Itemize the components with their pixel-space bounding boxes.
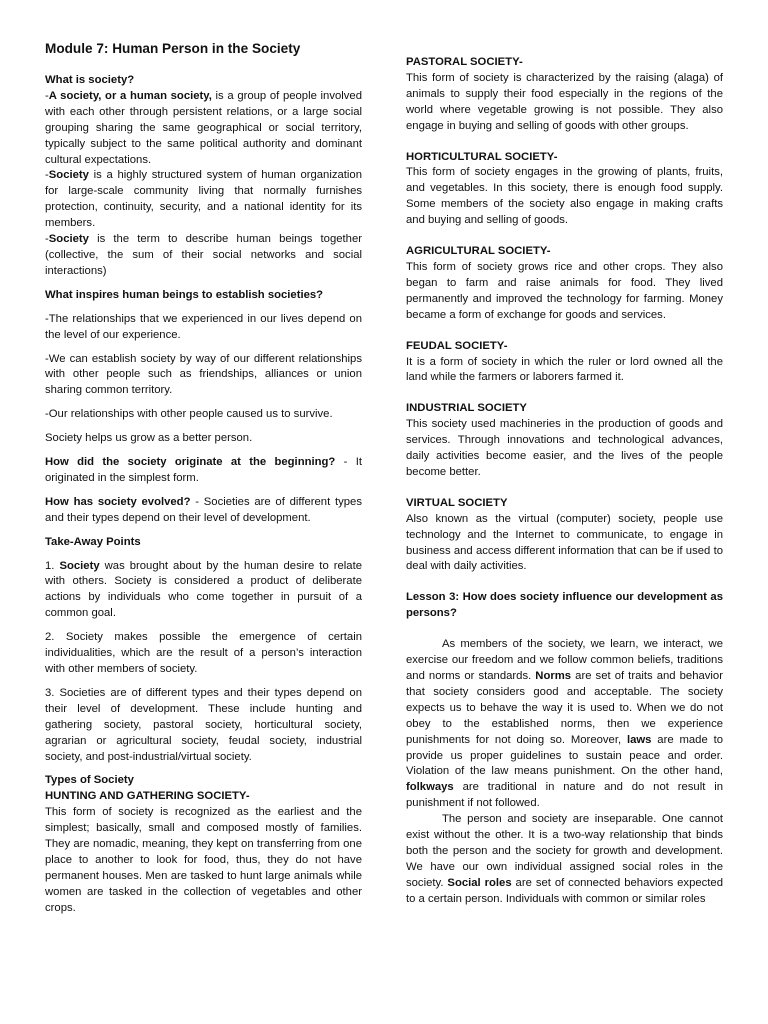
lesson-paragraph-1: As members of the society, we learn, we interact, we exercise our freedom and we follow common beliefs, traditions and norms or standards. Norms are set of traits and behavior that society considers good and acceptable. The society expects us to behave the way it is used to. When we do not obey to the established norms, then we experience punishments for not doing so. Moreover, laws are made to provide us proper guidelines to sustain peace and order. Violation of the law means punishment. On the other hand, folkways are traditional in nature and do not result in punishment if not followed. (406, 638, 723, 810)
question-evolved: How has society evolved? - Societies are of different types and their types depend on their level of development. (45, 495, 362, 524)
types-heading: Types of Society (45, 774, 134, 787)
agricultural-heading: AGRICULTURAL SOCIETY- (406, 245, 551, 258)
answer-3: -Our relationships with other people caused us to survive. (45, 408, 333, 421)
hunting-heading: HUNTING AND GATHERING SOCIETY- (45, 790, 250, 803)
horticultural-text: This form of society engages in the growing of plants, fruits, and vegetables. In this society, there is enough food supply. Some members of the society also engage in making crafts and buying and selling of goods. (406, 166, 723, 227)
takeaway-point-3: 3. Societies are of different types and their types depend on their level of development. These include hunting and gathering society, pastoral society, horticultural society, agrarian or agricultural society, feudal society, industrial society, and post-industrial/virtual society. (45, 686, 362, 763)
takeaway-heading: Take-Away Points (45, 535, 141, 548)
definition-3: -Society is the term to describe human beings together (collective, the sum of their social networks and social interactions) (45, 233, 362, 277)
answer-4: Society helps us grow as a better person. (45, 432, 253, 445)
question-what-is-society: What is society? (45, 74, 135, 86)
agricultural-text: This form of society grows rice and other crops. They also began to farm and raise animals for food. They lived permanently and improved the technology for farming. Money became a form of exchange for goods and services. (406, 260, 723, 321)
hunting-text: This form of society is recognized as the earliest and the simplest; basically, small and composed mostly of families. They are nomadic, meaning, they kept on transferring from one place to another to look for food, thus, they do not have permanent houses. Men are tasked to hunt large animals while women are tasked in the collection of vegetables and other crops. (45, 806, 362, 914)
virtual-text: Also known as the virtual (computer) society, people use technology and the Internet to communicate, to engage in business and access different information that can be if used to deal with daily activities. (406, 512, 723, 573)
virtual-heading: VIRTUAL SOCIETY (406, 496, 508, 509)
feudal-text: It is a form of society in which the ruler or lord owned all the land while the farmers or laborers farmed it. (406, 355, 723, 384)
answer-1: -The relationships that we experienced in our lives depend on the level of our experience. (45, 312, 362, 341)
industrial-text: This society used machineries in the production of goods and services. Through innovations and technological advances, daily activities become easier, and the lives of the people become better. (406, 418, 723, 478)
industrial-heading: INDUSTRIAL SOCIETY (406, 402, 527, 415)
lesson-paragraph-2: The person and society are inseparable. One cannot exist without the other. It is a two-way relationship that binds both the person and the society for growth and development. We have our own individual assigned social roles in the society. Social roles are set of connected behaviors expected to a certain person. Individuals with common or similar roles (406, 813, 723, 905)
definition-2: -Society is a highly structured system of human organization for large-scale community living that normally furnishes protection, continuity, security, and a national identity for its members. (45, 169, 362, 230)
answer-2: -We can establish society by way of our different relationships with other people such as friendships, alliances or union sharing common territory. (45, 352, 362, 397)
pastoral-heading: PASTORAL SOCIETY- (406, 56, 523, 68)
takeaway-point-1: 1. Society was brought about by the human desire to relate with others. Society is considered a product of deliberate actions by individuals who come together in pursuit of a common goal. (45, 559, 362, 620)
right-column (406, 55, 723, 908)
left-column (45, 40, 362, 917)
definition-1: -A society, or a human society, is a group of people involved with each other through persistent relations, or a large social grouping sharing the same geographical or social territory, typically subject to the same political authority and dominant cultural expectations. (45, 89, 362, 166)
takeaway-point-2: 2. Society makes possible the emergence of certain individualities, which are the result of a person’s interaction with other members of society. (45, 631, 362, 675)
pastoral-text: This form of society is characterized by the raising (alaga) of animals to supply their food especially in the regions of the world where vegetable growing is not possible. They also engage in buying and selling of goods with other groups. (406, 71, 723, 132)
feudal-heading: FEUDAL SOCIETY- (406, 339, 508, 352)
page-title: Module 7: Human Person in the Society (45, 41, 301, 56)
lesson-3-heading: Lesson 3: How does society influence our development as persons? (406, 591, 723, 620)
question-originate: How did the society originate at the beginning? - It originated in the simplest form. (45, 456, 362, 484)
question-inspires: What inspires human beings to establish societies? (45, 288, 324, 301)
horticultural-heading: HORTICULTURAL SOCIETY- (406, 150, 558, 163)
